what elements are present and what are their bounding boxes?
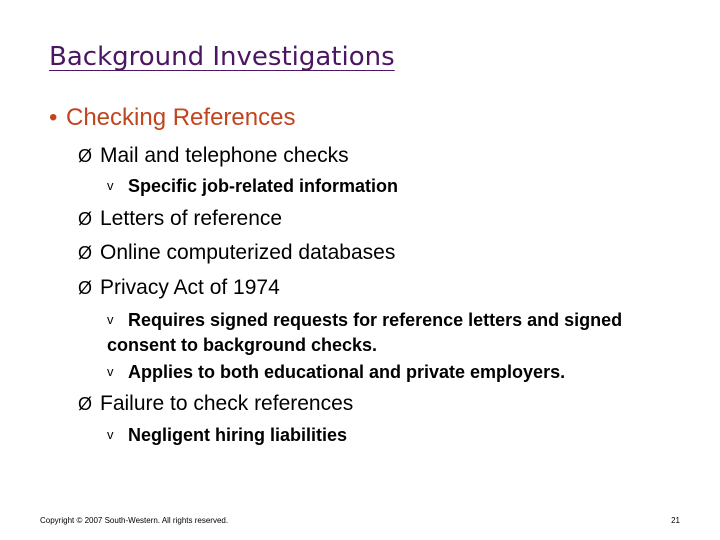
- detail-failure: [107, 426, 347, 444]
- slide-title: Background Investigations: [49, 42, 395, 72]
- detail-text: Applies to both educational and private employers.: [128, 362, 566, 382]
- subbullet-mail: [78, 145, 349, 166]
- subbullet-letters: [78, 208, 282, 229]
- detail-privacy-applies: [107, 363, 565, 381]
- subbullet-text: Letters of reference: [100, 207, 283, 230]
- arrow-bullet-icon: Ø: [78, 394, 93, 414]
- arrow-bullet-icon: Ø: [78, 209, 93, 229]
- subbullet-text: Failure to check references: [100, 392, 354, 415]
- detail-mail: [107, 177, 398, 195]
- bullet-dot-icon: •: [49, 104, 58, 131]
- subbullet-text: Online computerized databases: [100, 241, 396, 264]
- bullet-checking-references: [49, 106, 295, 130]
- diamond-bullet-icon: v: [107, 312, 114, 327]
- subbullet-online: [78, 242, 395, 263]
- arrow-bullet-icon: Ø: [78, 278, 93, 298]
- subbullet-text: Privacy Act of 1974: [100, 276, 280, 299]
- bullet-text: Checking References: [66, 104, 296, 131]
- arrow-bullet-icon: Ø: [78, 243, 93, 263]
- detail-text: Specific job-related information: [128, 176, 399, 196]
- page-number: 21: [671, 516, 680, 525]
- detail-text: Requires signed requests for reference letters and signed consent to background checks.: [107, 310, 623, 355]
- detail-privacy-requires: [107, 307, 687, 358]
- copyright-footer: Copyright © 2007 South-Western. All rights reserved.: [40, 516, 229, 525]
- subbullet-text: Mail and telephone checks: [100, 144, 349, 167]
- diamond-bullet-icon: v: [107, 178, 114, 193]
- detail-text: Negligent hiring liabilities: [128, 425, 348, 445]
- arrow-bullet-icon: Ø: [78, 146, 93, 166]
- subbullet-privacy: [78, 277, 280, 298]
- diamond-bullet-icon: v: [107, 427, 114, 442]
- diamond-bullet-icon: v: [107, 364, 114, 379]
- subbullet-failure: [78, 393, 353, 414]
